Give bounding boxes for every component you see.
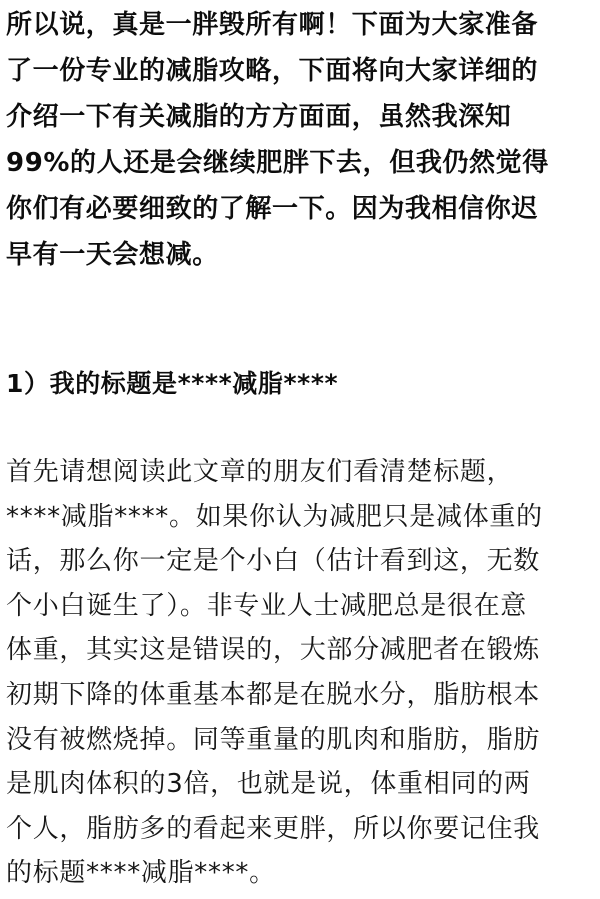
intro-line: 99%的人还是会继续肥胖下去，但我仍然觉得 <box>6 148 549 178</box>
intro-line: 早有一天会想减。 <box>6 240 219 270</box>
intro-line: 你们有必要细致的了解一下。因为我相信你迟 <box>6 194 539 224</box>
body-line: 初期下降的体重基本都是在脱水分，脂肪根本 <box>6 679 541 710</box>
body-line: 个人，脂肪多的看起来更胖，所以你要记住我 <box>6 813 541 844</box>
intro-line: 所以说，真是一胖毁所有啊！下面为大家准备 <box>6 10 539 40</box>
section-heading: 1）我的标题是****减脂**** <box>6 369 339 398</box>
body-paragraph <box>6 450 598 896</box>
intro-line: 了一份专业的减脂攻略，下面将向大家详细的 <box>6 56 539 86</box>
body-line: 体重，其实这是错误的，大部分减肥者在锻炼 <box>6 635 541 666</box>
intro-paragraph <box>6 2 598 278</box>
body-line: 个小白诞生了）。非专业人士减肥总是很在意 <box>6 590 528 621</box>
body-line: ****减脂****。如果你认为减肥只是减体重的 <box>6 501 543 532</box>
body-line: 没有被燃烧掉。同等重量的肌肉和脂肪，脂肪 <box>6 724 541 755</box>
body-line: 的标题****减脂****。 <box>6 858 276 889</box>
body-line: 首先请想阅读此文章的朋友们看清楚标题， <box>6 457 514 487</box>
body-line: 是肌肉体积的3倍，也就是说，体重相同的两 <box>6 769 531 800</box>
body-line: 话，那么你一定是个小白（估计看到这，无数 <box>6 546 541 577</box>
intro-line: 介绍一下有关减脂的方方面面，虽然我深知 <box>6 102 512 132</box>
